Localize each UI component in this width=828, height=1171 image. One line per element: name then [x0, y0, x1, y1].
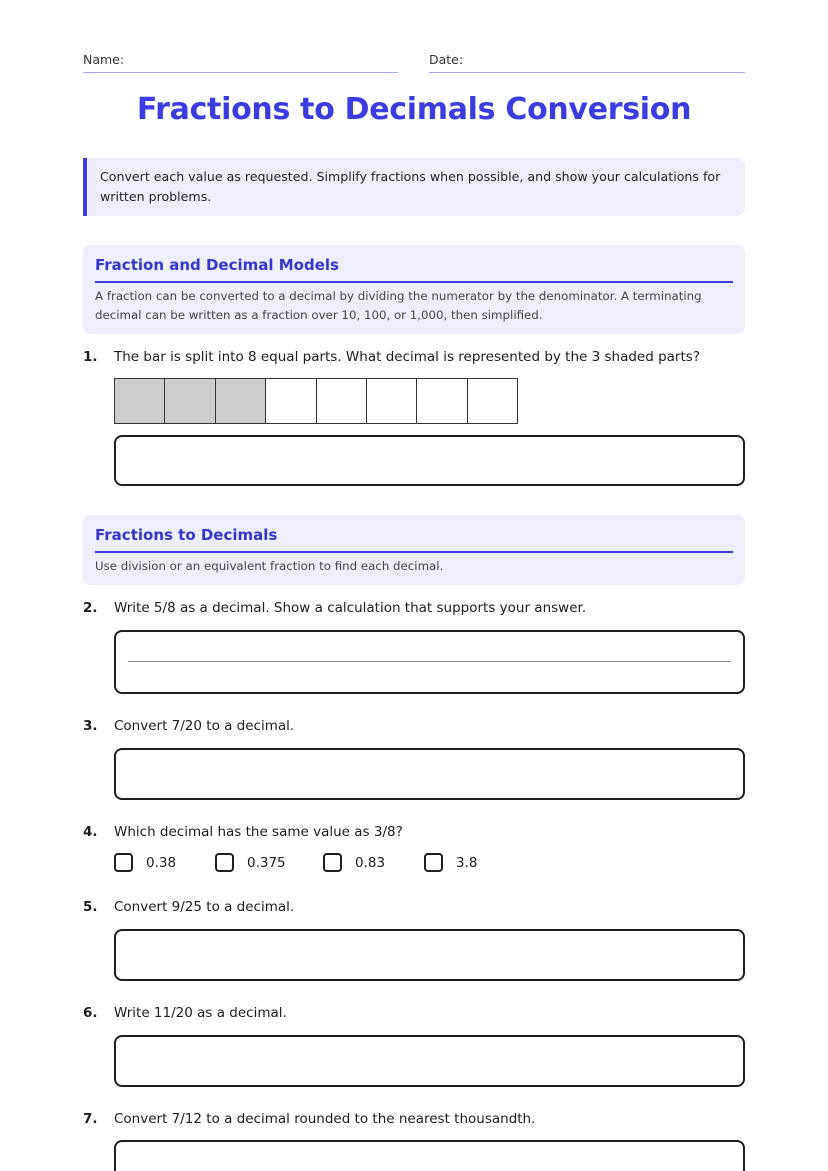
- answer-box-1[interactable]: [114, 435, 745, 486]
- checkbox-icon[interactable]: [323, 853, 342, 872]
- choice-label: 0.38: [146, 855, 177, 871]
- section-title: Fraction and Decimal Models: [95, 255, 733, 283]
- question-text: The bar is split into 8 equal parts. What decimal is represented by the 3 shaded parts?: [114, 349, 700, 365]
- answer-box-6[interactable]: [114, 1035, 745, 1087]
- writing-line: [128, 661, 731, 662]
- answer-box-7[interactable]: [114, 1140, 745, 1171]
- bar-part-unshaded: [265, 378, 316, 424]
- choice-label: 0.375: [247, 855, 286, 871]
- question-text: Convert 7/20 to a decimal.: [114, 718, 295, 734]
- question-number: 4.: [83, 824, 98, 840]
- header-row: [83, 50, 745, 74]
- instructions-text: Convert each value as requested. Simplify fractions when possible, and show your calculations for written problems.: [100, 169, 721, 204]
- question-number: 1.: [83, 349, 98, 365]
- bar-part-shaded: [114, 378, 165, 424]
- bar-part-unshaded: [366, 378, 417, 424]
- section-title: Fractions to Decimals: [95, 525, 733, 553]
- checkbox-icon[interactable]: [215, 853, 234, 872]
- choice-label: 0.83: [355, 855, 386, 871]
- section-description: Use division or an equivalent fraction to find each decimal.: [95, 559, 444, 573]
- bar-part-shaded: [164, 378, 215, 424]
- bar-part-unshaded: [467, 378, 518, 424]
- instructions-box: [83, 158, 745, 216]
- question-number: 5.: [83, 899, 98, 915]
- question-text: Write 5/8 as a decimal. Show a calculation that supports your answer.: [114, 600, 587, 616]
- section-fractions-to-decimals: [83, 515, 745, 585]
- bar-part-unshaded: [416, 378, 467, 424]
- answer-box-3[interactable]: [114, 748, 745, 800]
- date-field[interactable]: [429, 50, 745, 73]
- question-number: 2.: [83, 600, 98, 616]
- name-field[interactable]: [83, 50, 398, 73]
- fraction-bar-model: [114, 378, 518, 424]
- checkbox-icon[interactable]: [114, 853, 133, 872]
- question-number: 3.: [83, 718, 98, 734]
- section-description: A fraction can be converted to a decimal by dividing the numerator by the denominator. A terminating decimal can be written as a fraction over 10, 100, or 1,000, then simplified.: [95, 289, 702, 322]
- choice-label: 3.8: [456, 855, 478, 871]
- question-number: 7.: [83, 1111, 98, 1127]
- question-text: Convert 7/12 to a decimal rounded to the nearest thousandth.: [114, 1111, 536, 1127]
- name-label: Name:: [83, 52, 125, 67]
- bar-part-unshaded: [316, 378, 367, 424]
- answer-box-2[interactable]: [114, 630, 745, 694]
- section-fraction-decimal-models: [83, 245, 745, 334]
- bar-part-shaded: [215, 378, 266, 424]
- question-number: 6.: [83, 1005, 98, 1021]
- question-text: Which decimal has the same value as 3/8?: [114, 824, 403, 840]
- question-text: Convert 9/25 to a decimal.: [114, 899, 295, 915]
- question-text: Write 11/20 as a decimal.: [114, 1005, 287, 1021]
- date-label: Date:: [429, 52, 464, 67]
- answer-box-5[interactable]: [114, 929, 745, 981]
- worksheet-title: Fractions to Decimals Conversion: [136, 92, 692, 127]
- checkbox-icon[interactable]: [424, 853, 443, 872]
